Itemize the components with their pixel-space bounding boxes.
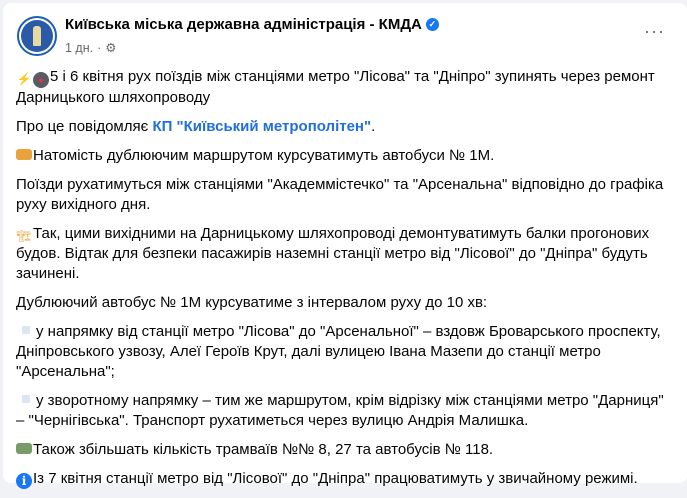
paragraph: 🏗Так, цими вихідними на Дарницькому шляхопроводі демонтуватимуть балки прогонових будов. Відтак для безпеки пасажирів наземні станції метро від "Лісової" до "Дніпра" будуть зачинені. — [16, 225, 650, 282]
post-meta — [65, 40, 117, 55]
more-options-button[interactable]: ··· — [644, 21, 665, 41]
post-card — [3, 3, 687, 488]
info-icon: i — [16, 473, 32, 489]
post-body — [16, 67, 676, 498]
bus-icon — [16, 149, 32, 160]
paragraph: Натомість дублюючим маршрутом курсуватимуть автобуси № 1М. — [16, 146, 676, 166]
paragraph: i Із 7 квітня станції метро від "Лісової" до "Дніпра" працюватимуть у звичайному режимі. — [16, 469, 676, 489]
post-time[interactable]: 1 дн. — [65, 40, 94, 55]
audience-gear-icon: ⚙ — [105, 41, 117, 55]
paragraph: Про це повідомляє КП "Київський метрополітен". — [16, 118, 376, 135]
coat-of-arms-icon — [21, 20, 53, 52]
bullet-square-icon — [22, 326, 30, 334]
paragraph: Також збільшать кількість трамваїв №№ 8, 27 та автобусів № 118. — [16, 440, 676, 460]
bullet-square-icon — [22, 395, 30, 403]
metro-icon: ● — [33, 72, 49, 88]
page-avatar[interactable] — [17, 16, 57, 56]
author-name-row — [65, 16, 439, 33]
tram-icon — [16, 443, 32, 454]
bullet-item: у напрямку від станції метро "Лісова" до "Арсенальної" – вздовж Броварського проспекту, Дніпровського узвозу, Алеї Героїв Крут, далі вулицею Івана Мазепи до станції метро "Арсенальна"; — [16, 323, 661, 380]
separator: · — [97, 40, 102, 55]
bullet-item: у зворотному напрямку – тим же маршрутом, крім відрізку між станціями метро "Дарниця" – "Чернігівська". Транспорт рухатиметься через вулицю Андрія Малишка. — [16, 392, 664, 429]
paragraph: Поїзди рухатимуться між станціями "Академмістечко" та "Арсенальна" відповідно до графіка руху вихідного дня. — [16, 176, 664, 213]
metro-page-link[interactable]: КП "Київський метрополітен" — [152, 118, 372, 135]
crane-icon: 🏗 — [16, 229, 32, 243]
paragraph: Дублюючий автобус № 1М курсуватиме з інтервалом руху до 10 хв: — [16, 294, 488, 311]
verified-badge-icon: ✓ — [426, 18, 439, 31]
paragraph: ⚡ ● 5 і 6 квітня рух поїздів між станціями метро "Лісова" та "Дніпро" зупинять через ремонт Дарницького шляхопроводу — [16, 68, 655, 106]
author-name[interactable]: Київська міська державна адміністрація - КМДА — [65, 16, 422, 33]
lightning-icon: ⚡ — [16, 72, 32, 86]
